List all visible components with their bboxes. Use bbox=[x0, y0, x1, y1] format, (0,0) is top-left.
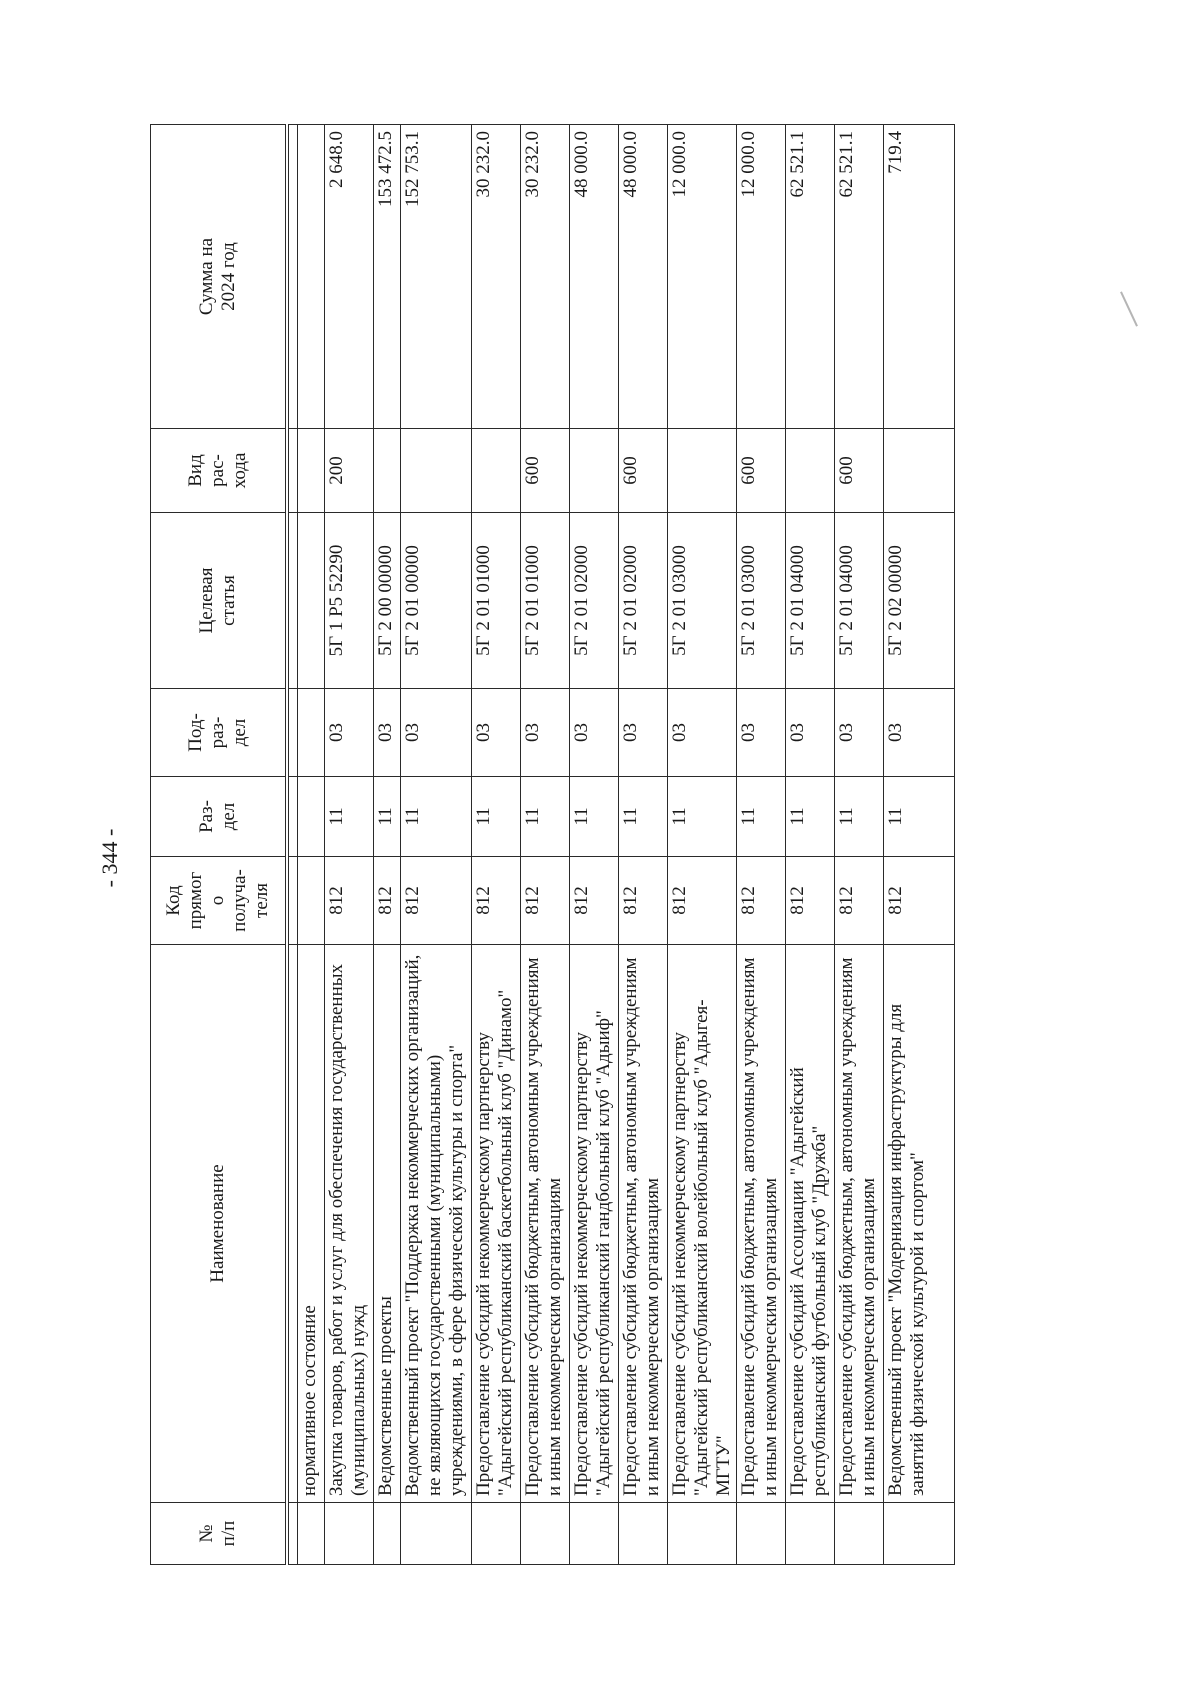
cell-name: Предоставление субсидий бюджетным, автономным учреждениям и иным некоммерческим организациям bbox=[835, 945, 884, 1503]
cell-article: 5Г 1 Р5 52290 bbox=[325, 513, 374, 689]
table-row bbox=[619, 125, 668, 1565]
cell-recipient: 812 bbox=[786, 857, 835, 945]
cell-section: 11 bbox=[786, 777, 835, 857]
table-row bbox=[374, 125, 401, 1565]
cell-article: 5Г 2 02 00000 bbox=[884, 513, 955, 689]
cell-article: 5Г 2 01 02000 bbox=[570, 513, 619, 689]
table-row bbox=[737, 125, 786, 1565]
header-target-article: Целевая статья bbox=[151, 513, 288, 689]
cell-subsection: 03 bbox=[668, 689, 737, 777]
cell-number bbox=[668, 1503, 737, 1565]
cell-subsection: 03 bbox=[521, 689, 570, 777]
cell-recipient: 812 bbox=[401, 857, 472, 945]
budget-table-sheet bbox=[150, 125, 1050, 1565]
header-name: Наименование bbox=[151, 945, 288, 1503]
cell-amount: 30 232.0 bbox=[521, 125, 570, 429]
cell-article: 5Г 2 01 04000 bbox=[786, 513, 835, 689]
cell-subsection: 03 bbox=[570, 689, 619, 777]
cell-recipient: 812 bbox=[835, 857, 884, 945]
cell-number bbox=[472, 1503, 521, 1565]
cell-section: 11 bbox=[521, 777, 570, 857]
cell-name: Предоставление субсидий бюджетным, автономным учреждениям и иным некоммерческим организациям bbox=[619, 945, 668, 1503]
table-row bbox=[472, 125, 521, 1565]
cell-recipient: 812 bbox=[472, 857, 521, 945]
cell-recipient: 812 bbox=[521, 857, 570, 945]
cell-amount: 12 000.0 bbox=[737, 125, 786, 429]
cell-subsection: 03 bbox=[786, 689, 835, 777]
cell-article: 5Г 2 01 01000 bbox=[472, 513, 521, 689]
header-number: № п/п bbox=[151, 1503, 288, 1565]
cell-section: 11 bbox=[884, 777, 955, 857]
table-header-row bbox=[151, 125, 288, 1565]
table-row bbox=[298, 125, 325, 1565]
cell-recipient bbox=[298, 857, 325, 945]
cell-name: Предоставление субсидий некоммерческому партнерству "Адыгейский республиканский баскетбольный клуб "Динамо" bbox=[472, 945, 521, 1503]
budget-table bbox=[150, 124, 955, 1565]
cell-name: Предоставление субсидий бюджетным, автономным учреждениям и иным некоммерческим организациям bbox=[521, 945, 570, 1503]
table-row bbox=[884, 125, 955, 1565]
cell-subsection: 03 bbox=[737, 689, 786, 777]
cell-recipient: 812 bbox=[737, 857, 786, 945]
cell-recipient: 812 bbox=[668, 857, 737, 945]
cell-name: Предоставление субсидий некоммерческому партнерству "Адыгейский республиканский гандбольный клуб "Адыиф" bbox=[570, 945, 619, 1503]
cell-name: Ведомственный проект "Поддержка некоммерческих организаций, не являющихся государственными (муниципальными) учреждениями, в сфере физической культуры и спорта" bbox=[401, 945, 472, 1503]
table-row bbox=[325, 125, 374, 1565]
cell-expense: 600 bbox=[737, 429, 786, 513]
cell-expense bbox=[668, 429, 737, 513]
cell-name: Предоставление субсидий Ассоциации "Адыгейский республиканский футбольный клуб "Дружба" bbox=[786, 945, 835, 1503]
table-spacer-row bbox=[287, 125, 298, 1565]
cell-section bbox=[298, 777, 325, 857]
cell-number bbox=[786, 1503, 835, 1565]
cell-subsection: 03 bbox=[884, 689, 955, 777]
cell-section: 11 bbox=[619, 777, 668, 857]
cell-amount: 30 232.0 bbox=[472, 125, 521, 429]
cell-name: Закупка товаров, работ и услуг для обеспечения государственных (муниципальных) нужд bbox=[325, 945, 374, 1503]
header-subsection: Под- раз- дел bbox=[151, 689, 288, 777]
cell-amount bbox=[298, 125, 325, 429]
page-number: - 344 - bbox=[97, 828, 122, 888]
cell-expense bbox=[786, 429, 835, 513]
cell-number bbox=[521, 1503, 570, 1565]
table-row bbox=[835, 125, 884, 1565]
cell-expense bbox=[472, 429, 521, 513]
cell-amount: 2 648.0 bbox=[325, 125, 374, 429]
cell-section: 11 bbox=[835, 777, 884, 857]
cell-expense: 200 bbox=[325, 429, 374, 513]
header-amount-2024: Сумма на 2024 год bbox=[151, 125, 288, 429]
cell-article: 5Г 2 01 04000 bbox=[835, 513, 884, 689]
cell-amount: 62 521.1 bbox=[786, 125, 835, 429]
cell-article: 5Г 2 01 02000 bbox=[619, 513, 668, 689]
cell-amount: 62 521.1 bbox=[835, 125, 884, 429]
cell-amount: 48 000.0 bbox=[619, 125, 668, 429]
cell-section: 11 bbox=[668, 777, 737, 857]
cell-expense: 600 bbox=[521, 429, 570, 513]
table-row bbox=[786, 125, 835, 1565]
cell-subsection bbox=[298, 689, 325, 777]
cell-subsection: 03 bbox=[325, 689, 374, 777]
table-row bbox=[668, 125, 737, 1565]
cell-name: Ведомственный проект "Модернизация инфраструктуры для занятий физической культурой и спортом" bbox=[884, 945, 955, 1503]
cell-expense bbox=[374, 429, 401, 513]
cell-article bbox=[298, 513, 325, 689]
cell-name: Ведомственные проекты bbox=[374, 945, 401, 1503]
cell-recipient: 812 bbox=[884, 857, 955, 945]
cell-number bbox=[884, 1503, 955, 1565]
cell-amount: 719.4 bbox=[884, 125, 955, 429]
cell-name: нормативное состояние bbox=[298, 945, 325, 1503]
cell-subsection: 03 bbox=[619, 689, 668, 777]
cell-article: 5Г 2 01 03000 bbox=[737, 513, 786, 689]
cell-expense bbox=[884, 429, 955, 513]
scan-mark bbox=[1120, 291, 1138, 326]
cell-subsection: 03 bbox=[472, 689, 521, 777]
cell-number bbox=[298, 1503, 325, 1565]
cell-expense: 600 bbox=[835, 429, 884, 513]
cell-number bbox=[619, 1503, 668, 1565]
cell-amount: 153 472.5 bbox=[374, 125, 401, 429]
cell-subsection: 03 bbox=[835, 689, 884, 777]
cell-number bbox=[737, 1503, 786, 1565]
cell-expense bbox=[570, 429, 619, 513]
cell-amount: 12 000.0 bbox=[668, 125, 737, 429]
cell-expense bbox=[298, 429, 325, 513]
cell-expense: 600 bbox=[619, 429, 668, 513]
cell-section: 11 bbox=[737, 777, 786, 857]
cell-recipient: 812 bbox=[374, 857, 401, 945]
cell-recipient: 812 bbox=[570, 857, 619, 945]
cell-number bbox=[374, 1503, 401, 1565]
cell-subsection: 03 bbox=[374, 689, 401, 777]
table-row bbox=[570, 125, 619, 1565]
cell-section: 11 bbox=[374, 777, 401, 857]
table-row bbox=[521, 125, 570, 1565]
header-recipient-code: Код прямог о получа- теля bbox=[151, 857, 288, 945]
cell-number bbox=[401, 1503, 472, 1565]
cell-name: Предоставление субсидий некоммерческому партнерству "Адыгейский республиканский волейбольный клуб "Адыгея-МГТУ" bbox=[668, 945, 737, 1503]
cell-article: 5Г 2 00 00000 bbox=[374, 513, 401, 689]
cell-amount: 152 753.1 bbox=[401, 125, 472, 429]
cell-name: Предоставление субсидий бюджетным, автономным учреждениям и иным некоммерческим организациям bbox=[737, 945, 786, 1503]
cell-expense bbox=[401, 429, 472, 513]
cell-section: 11 bbox=[401, 777, 472, 857]
cell-article: 5Г 2 01 01000 bbox=[521, 513, 570, 689]
header-section: Раз- дел bbox=[151, 777, 288, 857]
cell-section: 11 bbox=[472, 777, 521, 857]
cell-article: 5Г 2 01 03000 bbox=[668, 513, 737, 689]
cell-recipient: 812 bbox=[619, 857, 668, 945]
cell-amount: 48 000.0 bbox=[570, 125, 619, 429]
table-row bbox=[401, 125, 472, 1565]
cell-section: 11 bbox=[325, 777, 374, 857]
cell-article: 5Г 2 01 00000 bbox=[401, 513, 472, 689]
cell-recipient: 812 bbox=[325, 857, 374, 945]
header-expense-type: Вид рас- хода bbox=[151, 429, 288, 513]
cell-section: 11 bbox=[570, 777, 619, 857]
cell-number bbox=[570, 1503, 619, 1565]
cell-subsection: 03 bbox=[401, 689, 472, 777]
cell-number bbox=[325, 1503, 374, 1565]
cell-number bbox=[835, 1503, 884, 1565]
